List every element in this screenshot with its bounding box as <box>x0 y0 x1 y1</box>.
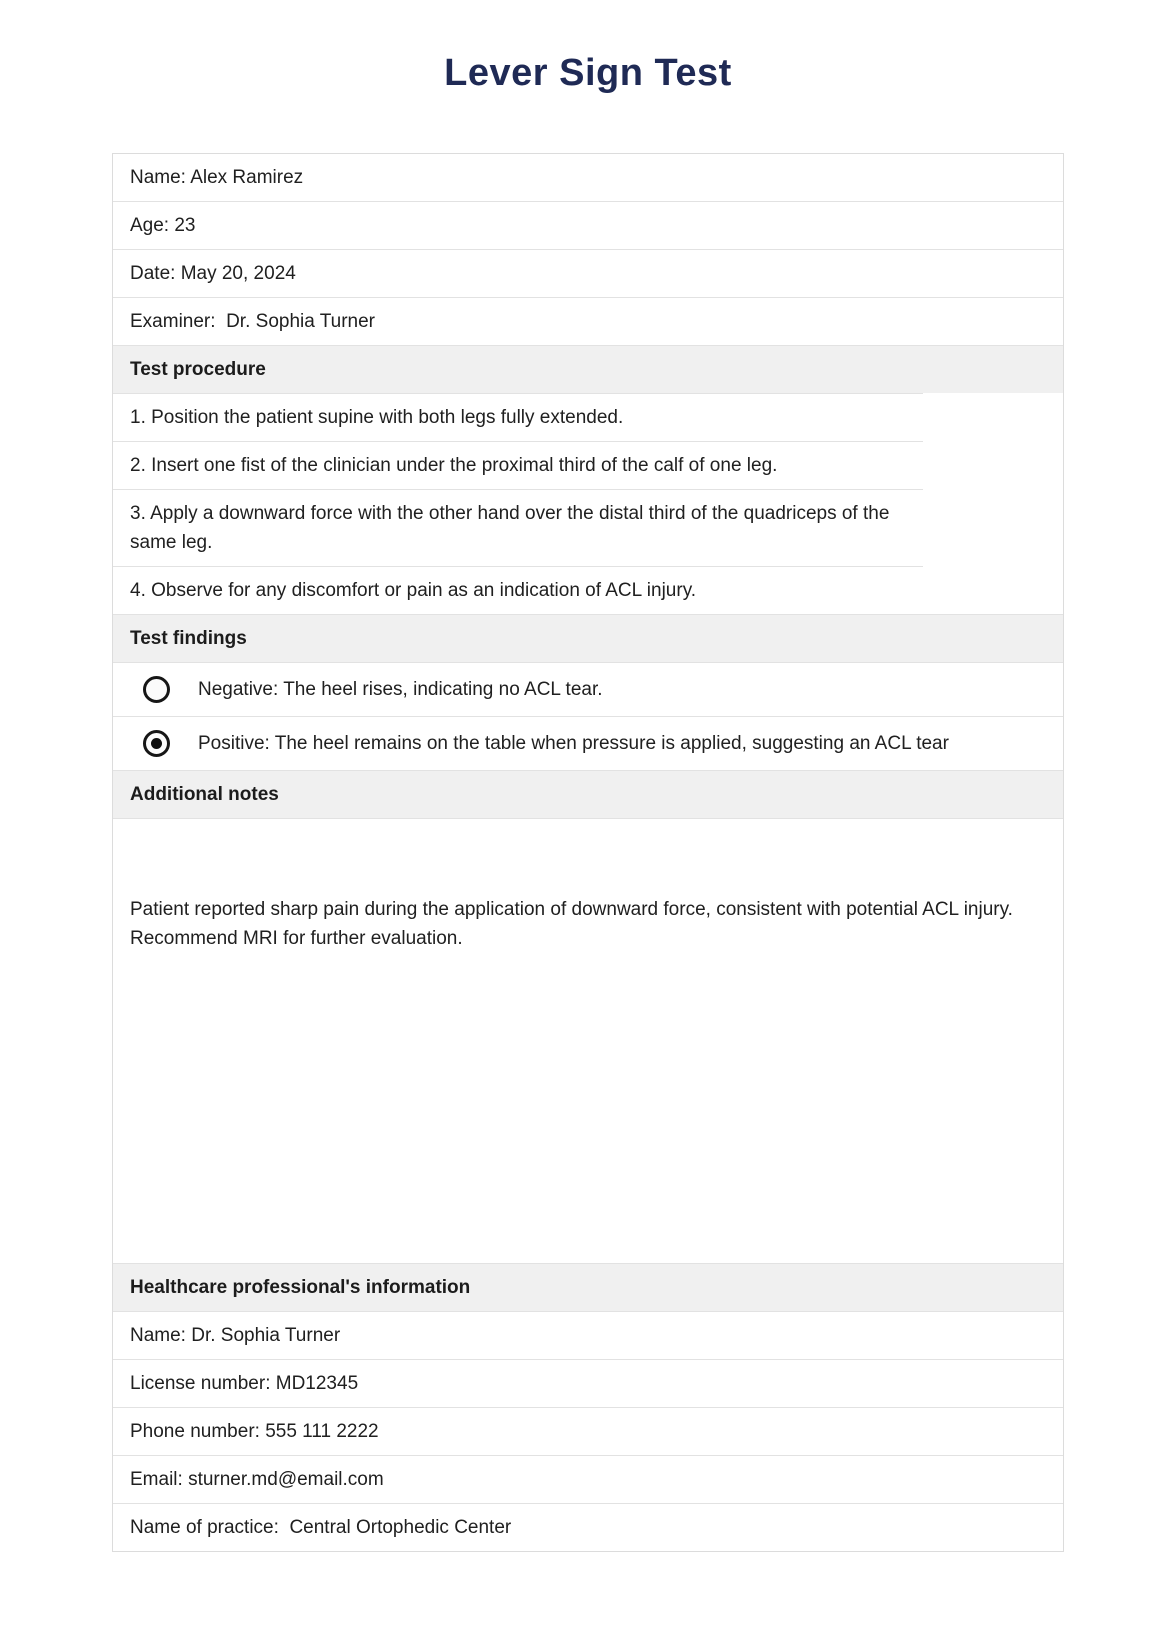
professional-info-header: Healthcare professional's information <box>113 1263 1063 1311</box>
procedure-step-3: 3. Apply a downward force with the other hand over the distal third of the quadriceps of the same leg. <box>113 489 923 566</box>
procedure-step-1: 1. Position the patient supine with both legs fully extended. <box>113 393 923 441</box>
additional-notes-field[interactable] <box>113 818 1063 1263</box>
positive-option-label: Positive: The heel remains on the table when pressure is applied, suggesting an ACL tear <box>198 733 949 754</box>
patient-name-row: Name: Alex Ramirez <box>130 167 304 188</box>
finding-option-negative <box>113 662 1063 716</box>
examiner-row: Examiner: Dr. Sophia Turner <box>113 297 1063 345</box>
procedure-step-2: 2. Insert one fist of the clinician under the proximal third of the calf of one leg. <box>113 441 923 489</box>
page-title: Lever Sign Test <box>444 52 732 94</box>
additional-notes-text: Patient reported sharp pain during the application of downward force, consistent with potential ACL injury. Recommend MRI for further evaluation. <box>130 899 1019 949</box>
radio-dot <box>151 738 162 749</box>
professional-name-row: Name: Dr. Sophia Turner <box>113 1311 1063 1359</box>
positive-radio-button[interactable] <box>143 730 170 757</box>
test-procedure-header: Test procedure <box>113 345 1063 393</box>
patient-age-row: Age: 23 <box>113 201 1063 249</box>
additional-notes-header: Additional notes <box>113 770 1063 818</box>
email-row: Email: sturner.md@email.com <box>113 1455 1063 1503</box>
lever-sign-test-form <box>112 153 1064 1552</box>
license-number-row: License number: MD12345 <box>113 1359 1063 1407</box>
test-findings-header: Test findings <box>113 614 1063 662</box>
procedure-step-4: 4. Observe for any discomfort or pain as an indication of ACL injury. <box>113 566 923 614</box>
phone-number-row: Phone number: 555 111 2222 <box>113 1407 1063 1455</box>
practice-name-row: Name of practice: Central Ortophedic Center <box>113 1503 1063 1551</box>
negative-radio-button[interactable] <box>143 676 170 703</box>
negative-option-label: Negative: The heel rises, indicating no ACL tear. <box>198 679 603 700</box>
finding-option-positive <box>113 716 1063 770</box>
test-date-row: Date: May 20, 2024 <box>113 249 1063 297</box>
